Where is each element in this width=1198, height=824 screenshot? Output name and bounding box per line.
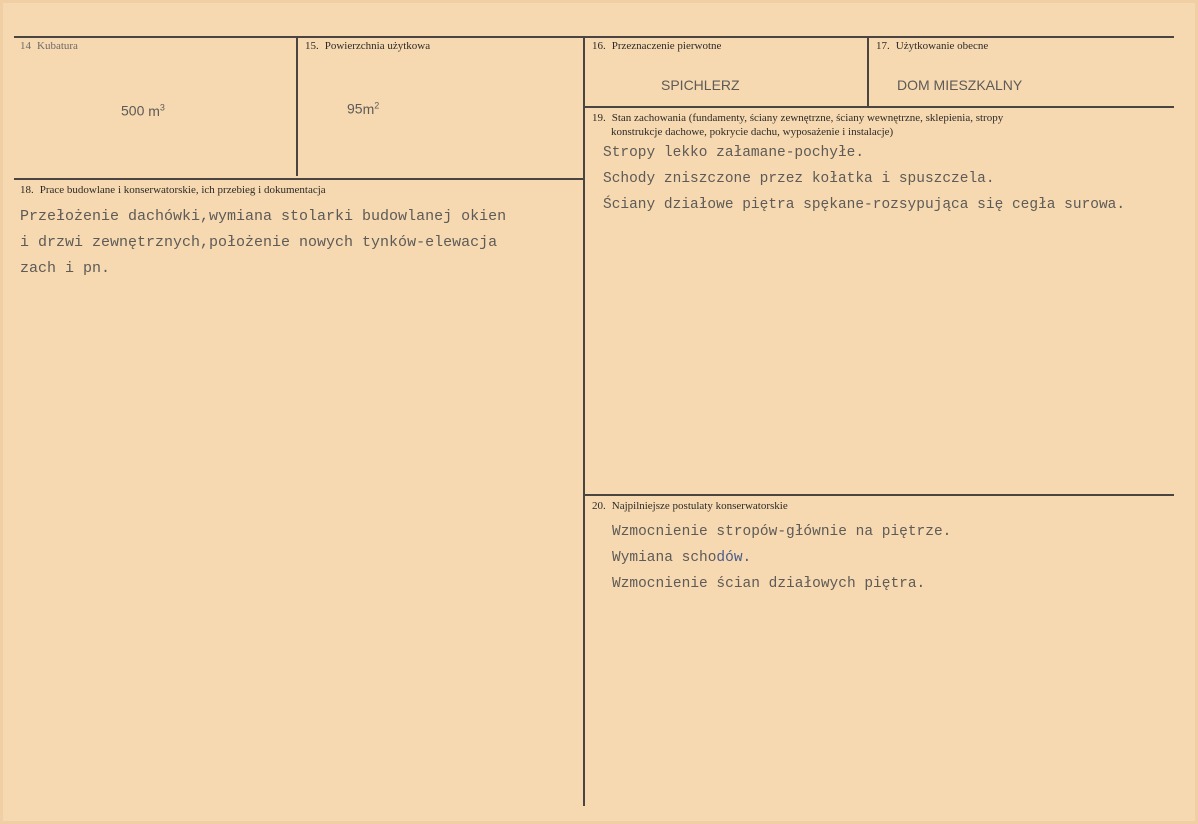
divider-14-15 — [296, 36, 298, 176]
powierzchnia-value: 95 — [347, 100, 363, 117]
top-rule — [14, 36, 1174, 38]
powierzchnia-unit-base: m — [362, 100, 375, 117]
field-18-title: Prace budowlane i konserwatorskie, ich przebieg i dokumentacja — [39, 184, 326, 196]
kubatura-unit-sup: 3 — [159, 102, 165, 112]
field-17-number: 17. — [876, 40, 890, 52]
field-18-line: Przełożenie dachówki,wymiana stolarki budowlanej okien — [20, 208, 507, 225]
field-16-label — [592, 40, 721, 52]
field-18-line: zach i pn. — [20, 260, 111, 277]
field-19-line: Schody zniszczone przez kołatka i spuszczela. — [603, 171, 995, 187]
kubatura-unit-base: m — [148, 102, 160, 119]
powierzchnia-unit-sup: 2 — [374, 100, 380, 110]
field-19-number: 19. — [592, 112, 606, 124]
field-15-value — [347, 100, 379, 117]
field-18-line: i drzwi zewnętrznych,położenie nowych tynków-elewacja — [20, 234, 498, 251]
field-19-title-line2: konstrukcje dachowe, pokrycie dachu, wyposażenie i instalacje) — [611, 126, 894, 138]
field-14-title: Kubatura — [37, 40, 78, 52]
field-15-number: 15. — [305, 40, 319, 52]
field-14-value — [121, 102, 165, 119]
field-19-title-line1: Stan zachowania (fundamenty, ściany zewnętrzne, ściany wewnętrzne, sklepienia, stropy — [611, 112, 1004, 124]
powierzchnia-unit — [363, 101, 380, 117]
rule-under-14-15 — [14, 178, 584, 180]
field-17-value: DOM MIESZKALNY — [897, 77, 1023, 93]
field-15-label — [305, 40, 430, 52]
field-19-line: Stropy lekko załamane-pochyłe. — [603, 145, 865, 161]
field-17-label — [876, 40, 988, 52]
field-19-label — [592, 111, 1003, 139]
field-20-text — [612, 519, 951, 597]
rule-above-20 — [584, 494, 1174, 496]
kubatura-unit — [148, 103, 165, 119]
rule-under-16-17 — [584, 106, 1174, 108]
field-20-line — [612, 545, 951, 571]
field-16-title: Przeznaczenie pierwotne — [611, 40, 722, 52]
field-18-text — [20, 204, 506, 282]
field-16-value: SPICHLERZ — [661, 77, 740, 93]
field-20-title: Najpilniejsze postulaty konserwatorskie — [611, 500, 788, 512]
field-20-label — [592, 500, 788, 512]
field-20-line: Wzmocnienie stropów-głównie na piętrze. — [612, 524, 952, 540]
field-20-line: Wzmocnienie ścian działowych piętra. — [612, 576, 926, 592]
field-20-line2-part1: Wymiana scho — [612, 550, 717, 566]
field-14-label — [20, 40, 78, 52]
field-18-label — [20, 184, 326, 196]
field-19-line: Ściany działowe piętra spękane-rozsypująca się cegła surowa. — [603, 197, 1126, 213]
field-18-number: 18. — [20, 184, 34, 196]
field-19-text — [603, 140, 1125, 218]
field-20-line2-ink-correction: dów. — [716, 550, 752, 566]
divider-16-17 — [867, 36, 869, 106]
kubatura-value: 500 — [121, 102, 145, 119]
field-20-number: 20. — [592, 500, 606, 512]
field-16-number: 16. — [592, 40, 606, 52]
field-17-title: Użytkowanie obecne — [895, 40, 989, 52]
field-14-number: 14 — [20, 40, 31, 52]
field-15-title: Powierzchnia użytkowa — [324, 40, 431, 52]
center-divider — [583, 36, 585, 806]
